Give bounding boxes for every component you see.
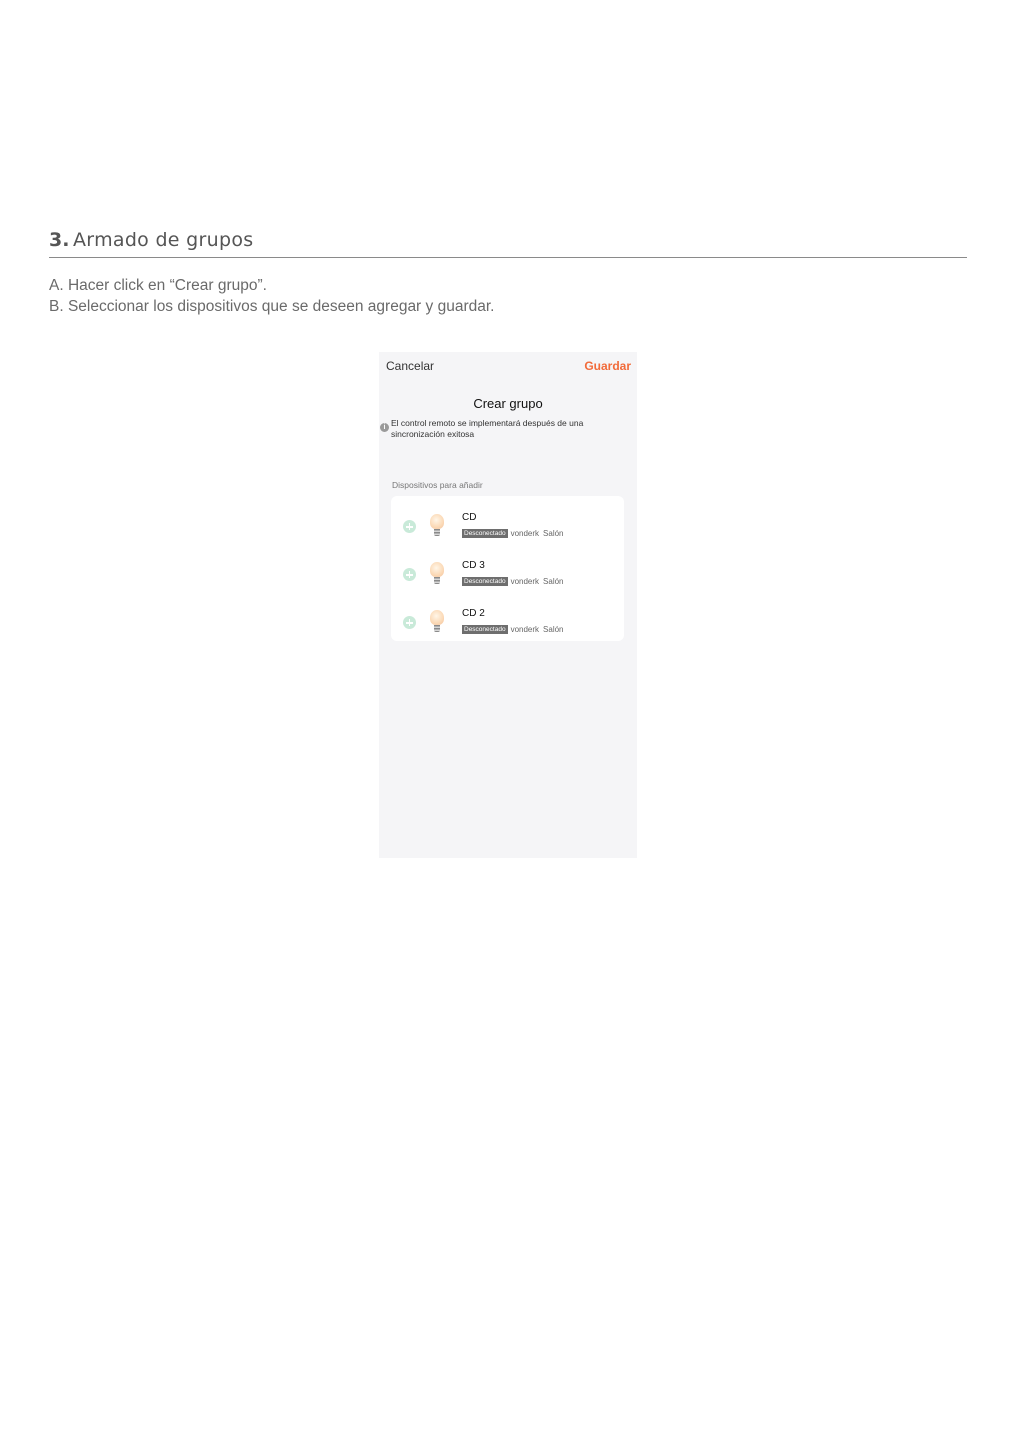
device-meta	[462, 625, 564, 634]
add-icon[interactable]	[403, 616, 416, 629]
save-button[interactable]: Guardar	[584, 359, 631, 373]
instruction-step-a: A. Hacer click en “Crear grupo”.	[49, 277, 267, 294]
status-badge: Desconectado	[464, 530, 506, 537]
device-room: Salón	[543, 625, 564, 634]
device-owner: vonderk	[510, 529, 540, 538]
device-room: Salón	[543, 577, 564, 586]
add-icon[interactable]	[403, 568, 416, 581]
device-list	[391, 496, 624, 641]
status-badge: Desconectado	[464, 626, 506, 633]
bulb-icon	[429, 610, 445, 634]
device-meta	[462, 529, 564, 538]
bulb-icon	[429, 514, 445, 538]
list-item[interactable]	[391, 550, 624, 594]
section-title: Armado de grupos	[73, 229, 254, 251]
device-name: CD	[462, 512, 477, 523]
list-item[interactable]	[391, 502, 624, 546]
cancel-button[interactable]: Cancelar	[386, 359, 435, 373]
bulb-icon	[429, 562, 445, 586]
device-name: CD 3	[462, 560, 485, 571]
page-title: Crear grupo	[473, 396, 543, 411]
device-owner: vonderk	[510, 625, 540, 634]
status-badge: Desconectado	[464, 578, 506, 585]
info-icon: i	[380, 423, 389, 432]
device-name: CD 2	[462, 608, 485, 619]
section-number: 3.	[49, 229, 70, 251]
section-header	[49, 226, 967, 258]
instruction-step-b: B. Seleccionar los dispositivos que se deseen agregar y guardar.	[49, 298, 495, 315]
device-meta	[462, 577, 564, 586]
phone-screenshot	[379, 352, 637, 858]
device-owner: vonderk	[510, 577, 540, 586]
device-room: Salón	[543, 529, 564, 538]
info-message: El control remoto se implementará después de una sincronización exitosa	[391, 418, 584, 439]
add-icon[interactable]	[403, 520, 416, 533]
list-item[interactable]	[391, 598, 624, 642]
device-list-label: Dispositivos para añadir	[392, 480, 483, 490]
instructions	[49, 275, 494, 317]
